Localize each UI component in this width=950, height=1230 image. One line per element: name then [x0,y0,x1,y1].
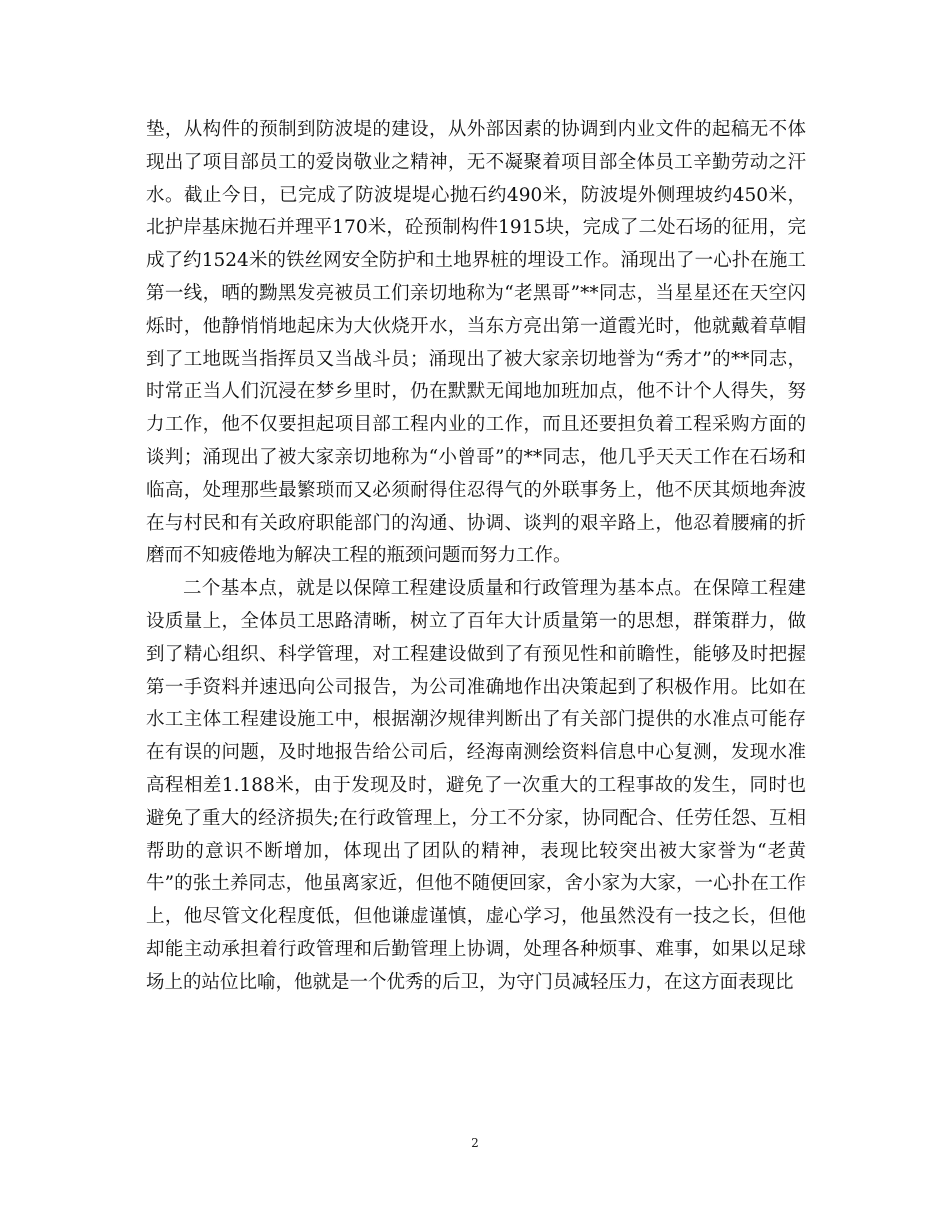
document-body [146,114,806,1000]
body-paragraph-2: 二个基本点，就是以保障工程建设质量和行政管理为基本点。在保障工程建设质量上，全体员工思路清晰，树立了百年大计质量第一的思想，群策群力，做到了精心组织、科学管理，对工程建设做到了有预见性和前瞻性，能够及时把握第一手资料并速迅向公司报告，为公司准确地作出决策起到了积极作用。比如在水工主体工程建设施工中，根据潮汐规律判断出了有关部门提供的水准点可能存在有误的问题，及时地报告给公司后，经海南测绘资料信息中心复测，发现水准高程相差1.188米，由于发现及时，避免了一次重大的工程事故的发生，同时也避免了重大的经济损失;在行政管理上，分工不分家，协同配合、任劳任怨、互相帮助的意识不断增加，体现出了团队的精神，表现比较突出被大家誉为“老黄牛”的张土养同志，他虽离家近，但他不随便回家，舍小家为大家，一心扑在工作上，他尽管文化程度低，但他谦虚谨慎，虚心学习，他虽然没有一技之长，但他却能主动承担着行政管理和后勤管理上协调，处理各种烦事、难事，如果以足球场上的站位比喻，他就是一个优秀的后卫，为守门员减轻压力，在这方面表现比 [146,578,806,993]
page-number: 2 [471,1136,479,1150]
body-paragraph-1: 垫，从构件的预制到防波堤的建设，从外部因素的协调到内业文件的起稿无不体现出了项目部员工的爱岗敬业之精神，无不凝聚着项目部全体员工辛勤劳动之汗水。截止今日，已完成了防波堤堤心抛石约490米，防波堤外侧理坡约450米，北护岸基床抛石并理平170米，砼预制构件1915块，完成了二处石场的征用，完成了约1524米的铁丝网安全防护和土地界桩的埋设工作。涌现出了一心扑在施工第一线，晒的黝黑发亮被员工们亲切地称为“老黑哥”**同志，当星星还在天空闪烁时，他静悄悄地起床为大伙烧开水，当东方亮出第一道霞光时，他就戴着草帽到了工地既当指挥员又当战斗员；涌现出了被大家亲切地誉为“秀才”的**同志，时常正当人们沉浸在梦乡里时，仍在默默无闻地加班加点，他不计个人得失，努力工作，他不仅要担起项目部工程内业的工作，而且还要担负着工程采购方面的谈判；涌现出了被大家亲切地称为“小曾哥”的**同志，他几乎天天工作在石场和临高，处理那些最繁琐而又必须耐得住忍得气的外联事务上，他不厌其烦地奔波在与村民和有关政府职能部门的沟通、协调、谈判的艰辛路上，他忍着腰痛的折磨而不知疲倦地为解决工程的瓶颈问题而努力工作。 [146,119,806,567]
